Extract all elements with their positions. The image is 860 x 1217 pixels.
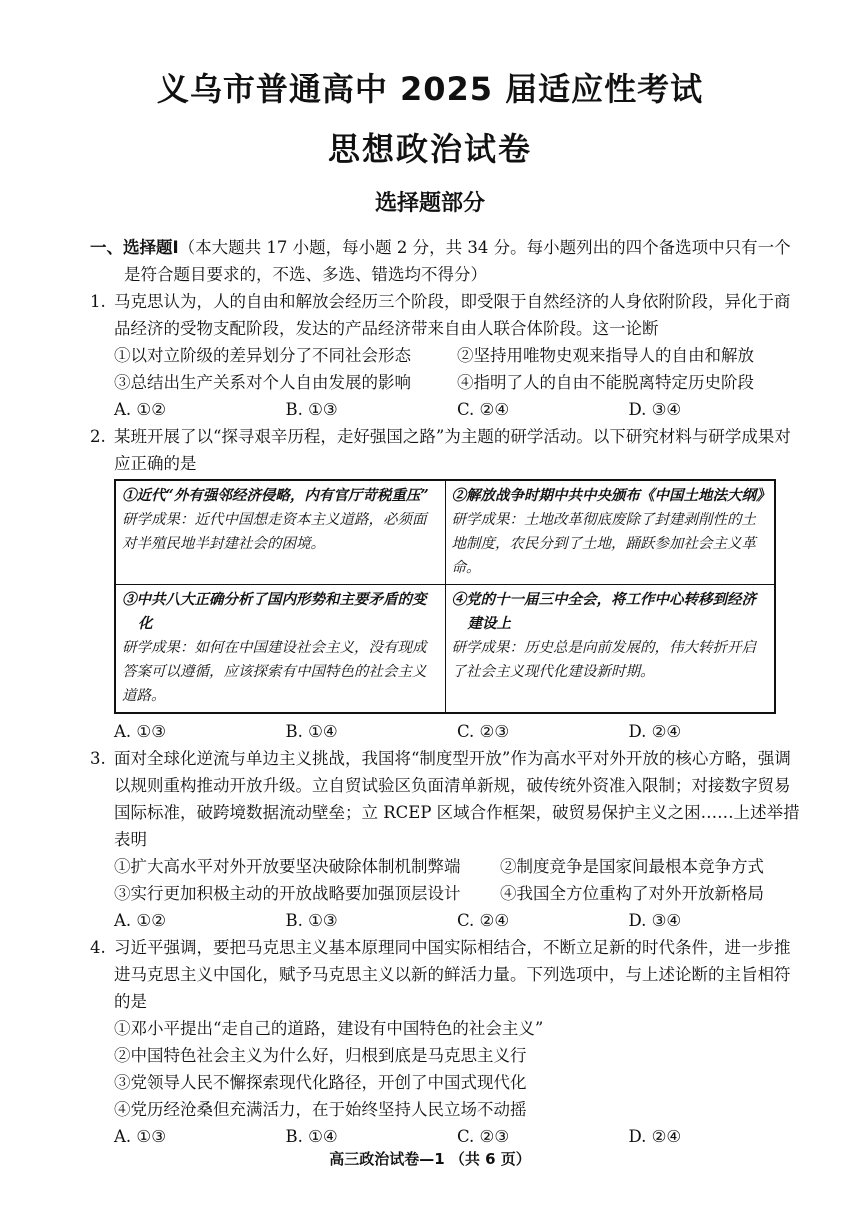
statement-row <box>90 342 800 369</box>
answer-option: D. ②④ <box>628 1127 682 1146</box>
answer-option: C. ②③ <box>457 1127 510 1146</box>
answer-option: A. ①③ <box>114 722 166 741</box>
answer-choices <box>90 396 800 423</box>
statement-item: ④党历经沧桑但充满活力，在于始终坚持人民立场不动摇 <box>114 1100 527 1119</box>
question-4 <box>90 934 800 1015</box>
statement-item: ②坚持用唯物史观来指导人的自由和解放 <box>457 346 754 365</box>
answer-option: C. ②③ <box>457 722 510 741</box>
statement-row <box>90 853 800 880</box>
question-3 <box>90 745 800 853</box>
research-cell <box>115 480 445 585</box>
answer-choices <box>90 907 800 934</box>
research-material: ②解放战争时期中共中央颁布《中国土地法大纲》 <box>451 487 771 504</box>
research-table <box>114 479 776 714</box>
question-number: 2. <box>90 427 106 446</box>
statement-item: ③党领导人民不懈探索现代化路径，开创了中国式现代化 <box>114 1073 527 1092</box>
question-number: 4. <box>90 938 106 957</box>
question-stem: 习近平强调，要把马克思主义基本原理同中国实际相结合，不断立足新的时代条件，进一步推进马克思主义中国化，赋予马克思主义以新的鲜活力量。下列选项中，与上述论断的主旨相符的是 <box>114 938 791 1011</box>
statement-item: ①扩大高水平对外开放要坚决破除体制机制弊端 <box>114 857 461 876</box>
answer-option: C. ②④ <box>457 911 510 930</box>
question-content <box>90 234 800 1150</box>
answer-choices <box>90 718 800 745</box>
exam-title: 义乌市普通高中 2025 届适应性考试 <box>156 70 704 108</box>
answer-option: C. ②④ <box>457 400 510 419</box>
statement-item: ③总结出生产关系对个人自由发展的影响 <box>114 373 411 392</box>
answer-option: A. ①② <box>114 400 166 419</box>
exam-subject-title: 思想政治试卷 <box>327 130 532 168</box>
question-stem: 马克思认为，人的自由和解放会经历三个阶段，即受限于自然经济的人身依附阶段，异化于商品经济的受物支配阶段，发达的产品经济带来自由人联合体阶段。这一论断 <box>114 292 791 338</box>
research-result: 研学成果：近代中国想走资本主义道路，必须面对半殖民地半封建社会的困境。 <box>122 512 427 552</box>
section-instructions-text: （本大题共 17 小题，每小题 2 分，共 34 分。每小题列出的四个备选项中只有一个是符合题目要求的，不选、多选、错选均不得分） <box>124 238 791 284</box>
research-material: ④党的十一届三中全会，将工作中心转移到经济建设上 <box>451 591 756 632</box>
answer-option: D. ③④ <box>628 400 682 419</box>
statement-item: ④指明了人的自由不能脱离特定历史阶段 <box>457 373 754 392</box>
answer-option: A. ①③ <box>114 1127 166 1146</box>
answer-option: B. ①③ <box>285 911 338 930</box>
answer-option: B. ①④ <box>285 722 338 741</box>
research-cell <box>445 585 775 714</box>
question-stem: 面对全球化逆流与单边主义挑战，我国将“制度型开放”作为高水平对外开放的核心方略，强调以规则重构推动开放升级。立自贸试验区负面清单新规，破传统外资准入限制；对接数字贸易国际标准，破跨境数据流动壁垒；立 RCEP 区域合作框架，破贸易保护主义之困……上述举措表明 <box>114 749 800 849</box>
research-result: 研学成果：如何在中国建设社会主义，没有现成答案可以遵循，应该探索有中国特色的社会主义道路。 <box>122 640 427 704</box>
statement-item: ③实行更加积极主动的开放战略要加强顶层设计 <box>114 884 461 903</box>
question-2 <box>90 423 800 477</box>
statement-item: ①邓小平提出“走自己的道路，建设有中国特色的社会主义” <box>114 1019 544 1038</box>
research-cell <box>115 585 445 714</box>
section-title: 选择题部分 <box>374 191 485 216</box>
answer-option: B. ①④ <box>285 1127 338 1146</box>
question-1 <box>90 288 800 342</box>
question-number: 3. <box>90 749 106 768</box>
research-material: ①近代“外有强邻经济侵略，内有官厅苛税重压” <box>122 487 429 504</box>
research-material: ③中共八大正确分析了国内形势和主要矛盾的变化 <box>122 591 427 632</box>
section-label: 一、选择题Ⅰ <box>90 238 179 257</box>
question-number: 1. <box>90 292 106 311</box>
statement-item: ④我国全方位重构了对外开放新格局 <box>500 884 764 903</box>
section-instructions <box>90 234 800 288</box>
answer-choices <box>90 1123 800 1150</box>
statement-item: ①以对立阶级的差异划分了不同社会形态 <box>114 346 411 365</box>
research-cell <box>445 480 775 585</box>
question-stem: 某班开展了以“探寻艰辛历程，走好强国之路”为主题的研学活动。以下研究材料与研学成果对应正确的是 <box>114 427 791 473</box>
research-result: 研学成果：土地改革彻底废除了封建剥削性的土地制度，农民分到了土地，踊跃参加社会主义革命。 <box>451 512 756 576</box>
statement-row <box>90 880 800 907</box>
page-footer: 高三政治试卷—1 （共 6 页） <box>329 1150 531 1168</box>
answer-option: A. ①② <box>114 911 166 930</box>
answer-option: D. ②④ <box>628 722 682 741</box>
statement-item: ②制度竞争是国家间最根本竞争方式 <box>500 857 764 876</box>
research-result: 研学成果：历史总是向前发展的，伟大转折开启了社会主义现代化建设新时期。 <box>451 640 756 680</box>
statement-row <box>90 369 800 396</box>
answer-option: D. ③④ <box>628 911 682 930</box>
statement-item: ②中国特色社会主义为什么好，归根到底是马克思主义行 <box>114 1046 527 1065</box>
answer-option: B. ①③ <box>285 400 338 419</box>
